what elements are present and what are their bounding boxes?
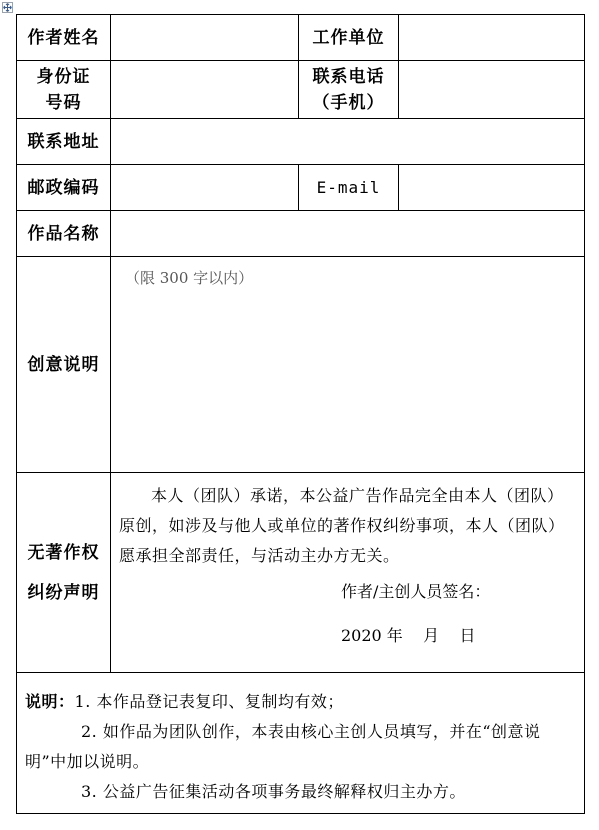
work-title-field[interactable] [111,211,585,257]
phone-label [299,61,399,119]
row-id-phone [17,61,585,119]
phone-field[interactable] [399,61,585,119]
row-notes [17,673,585,814]
email-label: E-mail [299,165,399,211]
registration-form-table [16,14,585,814]
id-number-label-line1: 身份证 [36,66,91,87]
declaration-label [17,473,111,673]
notes-item-1: 1. 本作品登记表复印、复制均有效； [74,692,344,711]
row-declaration [17,473,585,673]
id-number-label [17,61,111,119]
email-field[interactable] [399,165,585,211]
idea-label: 创意说明 [17,257,111,473]
notes-line1 [25,687,576,717]
work-title-label: 作品名称 [17,211,111,257]
postcode-label: 邮政编码 [17,165,111,211]
row-idea [17,257,585,473]
declaration-date: 2020 年 月 日 [341,626,476,645]
row-work-title [17,211,585,257]
author-signature-label: 作者/主创人员签名： [341,582,491,601]
declaration-cell [111,473,585,673]
address-field[interactable] [111,119,585,165]
phone-label-line2: （手机） [312,92,385,113]
idea-hint: （限 300 字以内） [125,269,254,287]
declaration-text: 本人（团队）承诺，本公益广告作品完全由本人（团队）原创，如涉及与他人或单位的著作权纠纷事项，本人（团队）愿承担全部责任，与活动主办方无关。 [119,486,565,565]
declaration-label-line1: 无著作权 [27,542,100,563]
row-postcode-email [17,165,585,211]
row-address [17,119,585,165]
idea-field[interactable] [111,257,585,473]
notes-cell [17,673,585,814]
declaration-label-line2: 纠纷声明 [27,582,100,603]
notes-item-3: 3. 公益广告征集活动各项事务最终解释权归主办方。 [81,782,466,801]
postcode-field[interactable] [111,165,299,211]
work-unit-label: 工作单位 [299,15,399,61]
author-name-label: 作者姓名 [17,15,111,61]
notes-title: 说明： [25,692,75,711]
id-number-label-line2: 号码 [45,92,82,113]
author-name-field[interactable] [111,15,299,61]
row-author-name [17,15,585,61]
phone-label-line1: 联系电话 [312,66,385,87]
work-unit-field[interactable] [399,15,585,61]
id-number-field[interactable] [111,61,299,119]
notes-item-2: 2. 如作品为团队创作，本表由核心主创人员填写，并在“创意说明”中加以说明。 [25,722,541,771]
table-move-handle-icon[interactable] [2,2,13,13]
address-label: 联系地址 [17,119,111,165]
